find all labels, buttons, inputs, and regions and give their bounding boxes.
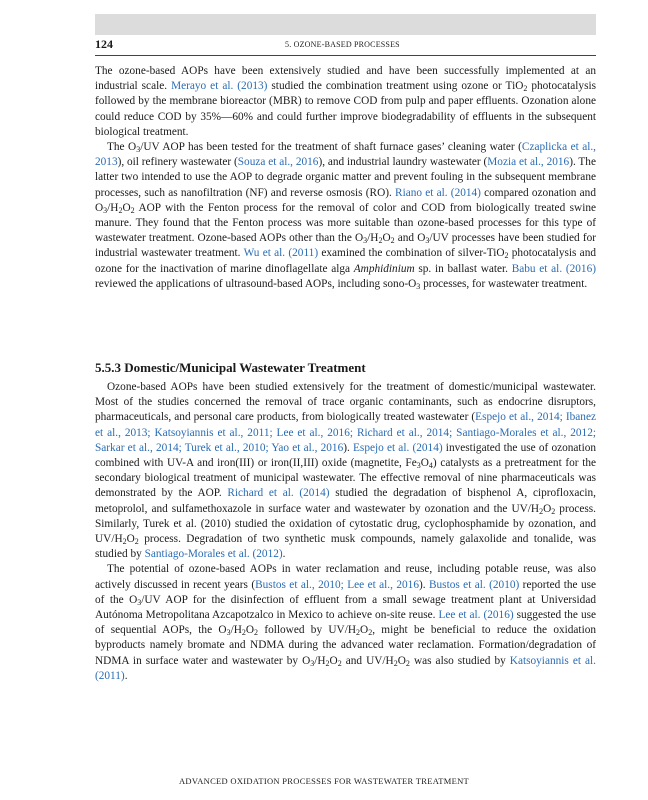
subscript: 2 — [122, 537, 127, 547]
text-run: O — [543, 502, 552, 515]
text-run: ). The latter two intended to use the AOP to degrade organic matter and prevent fouling in the subsequent membrane processes, such as nanofiltration (NF) and reverse osmosis (RO). — [95, 156, 596, 199]
subscript: 3 — [363, 236, 368, 246]
body-text-lower — [95, 380, 596, 684]
text-run: ). — [418, 578, 429, 591]
text-run: and O — [394, 232, 426, 245]
text-run: suggested the use of sequential AOPs, the O — [95, 609, 596, 637]
subscript: 3 — [137, 597, 142, 607]
citation-link[interactable]: Bustos et al. (2010) — [429, 578, 520, 591]
citation-link[interactable]: Santiago-Morales et al. (2012) — [144, 548, 283, 561]
subscript: 2 — [130, 205, 135, 215]
subscript: 4 — [428, 461, 433, 471]
text-run: /H — [314, 654, 326, 667]
subscript: 3 — [136, 145, 141, 155]
subscript: 2 — [325, 658, 330, 668]
subscript: 2 — [356, 628, 361, 638]
subscript: 3 — [226, 628, 231, 638]
paragraph-2 — [95, 140, 596, 292]
text-run: photocatalysis and ozone for the inactivation of marine dinoflagellate alga — [95, 247, 596, 275]
subscript: 2 — [390, 236, 395, 246]
paragraph-1 — [95, 64, 596, 140]
subscript: 2 — [523, 84, 528, 94]
section-heading: 5.5.3 Domestic/Municipal Wastewater Treatment — [95, 360, 366, 375]
citation-link[interactable]: Babu et al. (2016) — [511, 262, 596, 275]
text-run: O — [122, 201, 131, 214]
text-run: was also studied by — [409, 654, 510, 667]
subscript: 2 — [337, 658, 342, 668]
citation-link[interactable]: Katsoyiannis et al. (2011) — [95, 654, 596, 682]
subscript: 3 — [310, 658, 315, 668]
subscript: 3 — [416, 461, 421, 471]
text-run: , might be beneficial to reduce the oxidation byproducts namely bromate and NDMA during the advanced water reclamation. Formation/degradation of NDMA in surface water and wastewater by O — [95, 624, 597, 667]
citation-link[interactable]: Souza et al., 2016 — [237, 156, 319, 169]
subscript: 3 — [103, 205, 108, 215]
subscript: 2 — [118, 205, 123, 215]
text-run: reported the use of the O — [95, 578, 597, 606]
text-run: AOP with the Fenton process for the removal of color and COD from biologically treated swine manure. They found that the Fenton process was more suitable than ozone-based processes for this type of wastewater treatment. Ozone-based AOPs other than the O — [95, 201, 596, 245]
citation-link[interactable]: Riano et al. (2014) — [395, 186, 481, 199]
subscript: 2 — [393, 658, 398, 668]
text-run: /UV AOP for the disinfection of effluent from a small sewage treatment plant at Universidad Autónoma Metropolitana Azcapotzalco in Mexico to achieve on-site reuse. — [95, 593, 596, 622]
subscript: 2 — [405, 658, 410, 668]
citation-link[interactable]: Espejo et al., 2014; Ibanez et al., 2013; Katsoyiannis et al., 2011; Lee et al., 2016; Richard et al., 2014; Santiago-Morales et al., 2012; Sarkar et al., 2014; Turek et al., 2010; Yao et al., 2016 — [95, 411, 596, 454]
text-run: ) catalysts as a pretreatment for the secondary biological treatment of municipal wastewater. The effective removal of nine pharmaceuticals was demonstrated by the AOP. — [95, 457, 596, 500]
text-run: process. Degradation of two synthetic musk compounds, namely galaxolide and tonalide, was studied by — [95, 533, 596, 561]
citation-link[interactable]: Merayo et al. (2013) — [171, 80, 268, 93]
text-run: /UV AOP has been tested for the treatment of shaft furnace gases’ cleaning water ( — [140, 141, 522, 154]
text-run: O — [420, 457, 429, 470]
text-run: and UV/H — [341, 654, 394, 667]
subscript: 2 — [504, 251, 509, 261]
subscript: 2 — [539, 506, 544, 516]
text-run: O — [245, 624, 255, 637]
text-run: O — [397, 654, 406, 667]
text-run: processes, for wastewater treatment. — [420, 277, 588, 290]
text-run: O — [126, 533, 135, 546]
text-run: /UV processes have been studied for industrial wastewater treatment. — [95, 232, 596, 260]
text-run: O — [382, 232, 391, 245]
text-run: /H — [367, 232, 379, 245]
text-run: /H — [230, 624, 242, 637]
text-run: photocatalysis followed by the membrane bioreactor (MBR) to remove COD from pulp and paper effluents. Ozonation alone could reduce COD by 35%—60% and could further improve biodegradability of effluents in the subsequent biological treatment. — [95, 80, 596, 138]
text-run: process. Similarly, Turek et al. (2010) studied the oxidation of cytostatic drug, cyclophosphamide by ozonation, and UV/H — [95, 502, 596, 546]
text-run: studied the degradation of bisphenol A, ciprofloxacin, metoprolol, and sulfamethoxazole in surface water and wastewater by ozonation and the UV/H — [95, 487, 597, 515]
page-header — [95, 37, 596, 56]
citation-link[interactable]: Bustos et al., 2010; Lee et al., 2016 — [255, 578, 419, 591]
text-run: ). — [343, 441, 354, 454]
subscript: 3 — [416, 281, 421, 291]
text-run: reviewed the applications of ultrasound-based AOPs, including sono-O — [95, 277, 417, 290]
page-footer: ADVANCED OXIDATION PROCESSES FOR WASTEWATER TREATMENT — [178, 776, 470, 786]
text-run: /H — [107, 201, 119, 214]
header-gray-band — [95, 14, 596, 35]
citation-link[interactable]: Lee et al. (2016) — [438, 609, 514, 622]
subscript: 3 — [425, 236, 430, 246]
citation-link[interactable]: Espejo et al. (2014) — [353, 441, 443, 454]
subscript: 2 — [254, 628, 259, 638]
text-run: ), and industrial laundry wastewater ( — [318, 156, 488, 169]
body-text-upper — [95, 64, 596, 292]
page-number: 124 — [95, 37, 113, 51]
subscript: 2 — [368, 628, 373, 638]
citation-link[interactable]: Czaplicka et al., 2013 — [95, 141, 597, 169]
subscript: 2 — [551, 506, 556, 516]
text-run: . — [124, 669, 128, 682]
text-run: O — [360, 624, 369, 637]
text-run: sp. in ballast water. — [414, 262, 512, 275]
paragraph-4 — [95, 562, 596, 684]
subscript: 2 — [134, 537, 139, 547]
text-run: investigated the use of ozonation combined with UV-A and iron(III) or iron(II,III) oxide (magnetite, Fe — [95, 441, 596, 470]
text-run: The O — [107, 141, 137, 154]
running-head: 5. OZONE-BASED PROCESSES — [285, 40, 400, 49]
paragraph-3 — [95, 380, 596, 562]
subscript: 2 — [241, 628, 246, 638]
text-run: The potential of ozone-based AOPs in water reclamation and reuse, including potable reuse, was also actively discussed in recent years ( — [95, 563, 596, 591]
citation-link[interactable]: Wu et al. (2011) — [243, 247, 319, 260]
species-name: Amphidinium — [353, 262, 415, 275]
text-run: followed by UV/H — [258, 624, 357, 637]
text-run: examined the combination of silver-TiO — [318, 247, 505, 260]
text-run: . — [282, 548, 286, 561]
citation-link[interactable]: Richard et al. (2014) — [227, 487, 330, 500]
text-run: compared ozonation and O — [95, 186, 596, 214]
citation-link[interactable]: Mozia et al., 2016 — [487, 156, 570, 169]
text-run: O — [329, 654, 338, 667]
text-run: ), oil refinery wastewater ( — [117, 156, 238, 169]
text-run: Ozone-based AOPs have been studied extensively for the treatment of domestic/municipal wastewater. Most of the studies concerned the removal of trace organic contaminants, such as endocrine disruptors, pharmaceuticals, and personal care products, from biologically treated wastewater ( — [95, 381, 596, 424]
text-run: studied the combination treatment using ozone or TiO — [267, 80, 524, 93]
text-run: The ozone-based AOPs have been extensively studied and have been successfully implemented at an industrial scale. — [95, 65, 596, 93]
subscript: 2 — [378, 236, 383, 246]
